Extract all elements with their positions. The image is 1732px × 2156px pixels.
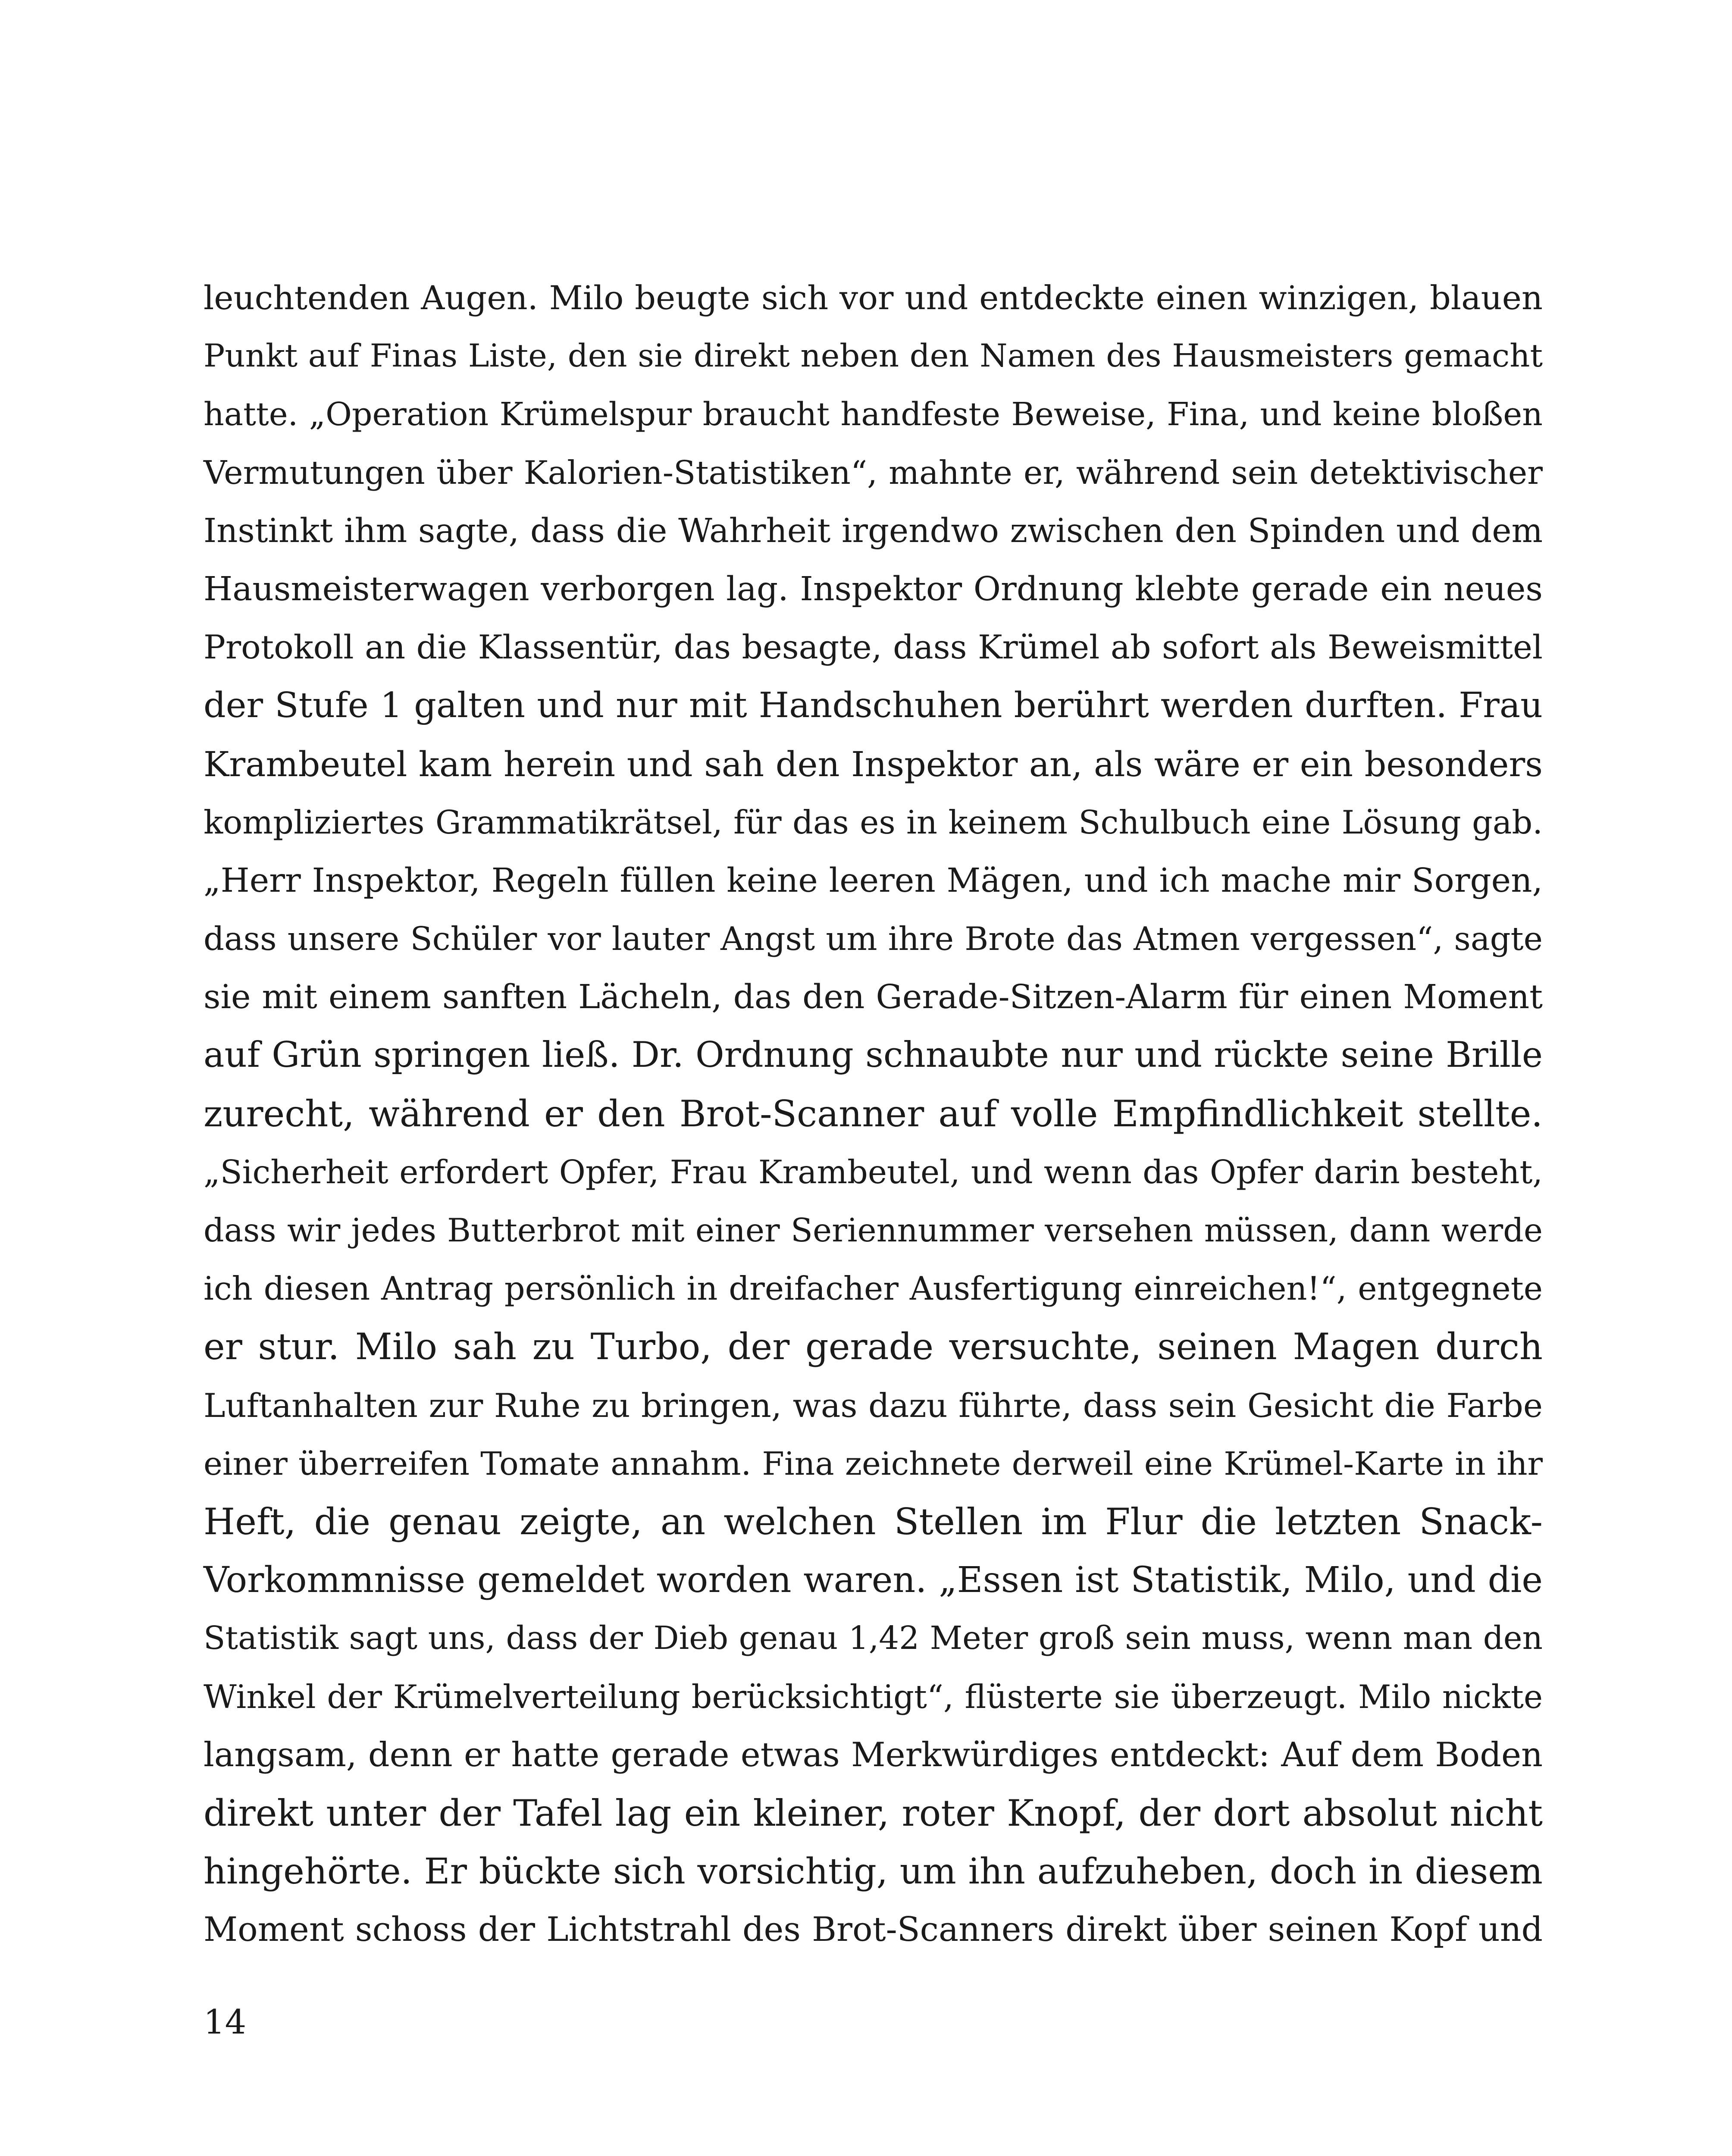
text-line: Hausmeisterwagen verborgen lag. Inspektor Ordnung klebte gerade ein neues [204, 569, 1543, 608]
text-line: Luftanhalten zur Ruhe zu bringen, was dazu führte, dass sein Gesicht die Farbe [204, 1386, 1543, 1425]
text-line: er stur. Milo sah zu Turbo, der gerade versuchte, seinen Magen durch [204, 1326, 1543, 1368]
text-line: Vorkommnisse gemeldet worden waren. „Essen ist Statistik, Milo, und die [204, 1560, 1543, 1601]
text-line: ich diesen Antrag persönlich in dreifacher Ausfertigung einreichen!“, entgegnete [204, 1270, 1543, 1308]
text-line: Protokoll an die Klassentür, das besagte, dass Krümel ab sofort als Beweismittel [204, 628, 1543, 667]
text-line: hingehörte. Er bückte sich vorsichtig, um ihn aufzuheben, doch in diesem [204, 1851, 1543, 1893]
text-line: dass wir jedes Butterbrot mit einer Seriennummer versehen müssen, dann werde [204, 1212, 1543, 1249]
text-line: „Sicherheit erfordert Opfer, Frau Krambeutel, und wenn das Opfer darin besteht, [204, 1153, 1543, 1191]
text-line: der Stufe 1 galten und nur mit Handschuhen berührt werden durften. Frau [204, 685, 1543, 726]
body-text [204, 269, 1543, 1959]
text-line: Statistik sagt uns, dass der Dieb genau 1,42 Meter groß sein muss, wenn man den [204, 1620, 1543, 1657]
page-number: 14 [204, 2003, 247, 2042]
text-line: sie mit einem sanften Lächeln, das den Gerade-Sitzen-Alarm für einen Moment [204, 978, 1543, 1017]
text-line: dass unsere Schüler vor lauter Angst um ihre Brote das Atmen vergessen“, sagte [204, 920, 1543, 958]
text-line: Krambeutel kam herein und sah den Inspektor an, als wäre er ein besonders [204, 744, 1543, 784]
text-line: einer überreifen Tomate annahm. Fina zeichnete derweil eine Krümel-Karte in ihr [204, 1445, 1543, 1482]
text-line: Instinkt ihm sagte, dass die Wahrheit irgendwo zwischen den Spinden und dem [204, 511, 1543, 550]
text-line: Punkt auf Finas Liste, den sie direkt neben den Namen des Hausmeisters gemacht [204, 338, 1543, 375]
text-line: zurecht, während er den Brot-Scanner auf volle Empfindlichkeit stellte. [204, 1092, 1543, 1135]
text-line: hatte. „Operation Krümelspur braucht handfeste Beweise, Fina, und keine bloßen [204, 395, 1543, 433]
text-line: Winkel der Krümelverteilung berücksichtigt“, flüsterte sie überzeugt. Milo nickte [204, 1678, 1543, 1716]
text-line: Heft, die genau zeigte, an welchen Stellen im Flur die letzten Snack- [204, 1500, 1543, 1543]
text-line: kompliziertes Grammatikrätsel, für das es in keinem Schulbuch eine Lösung gab. [204, 803, 1543, 841]
text-line: Vermutungen über Kalorien-Statistiken“, mahnte er, während sein detektivischer [204, 453, 1543, 492]
text-line: auf Grün springen ließ. Dr. Ordnung schnaubte nur und rückte seine Brille [204, 1035, 1543, 1076]
text-line: Moment schoss der Lichtstrahl des Brot-Scanners direkt über seinen Kopf und [204, 1910, 1543, 1949]
text-line: direkt unter der Tafel lag ein kleiner, roter Knopf, der dort absolut nicht [204, 1792, 1543, 1834]
text-line: langsam, denn er hatte gerade etwas Merkwürdiges entdeckt: Auf dem Boden [204, 1735, 1543, 1774]
text-line: leuchtenden Augen. Milo beugte sich vor und entdeckte einen winzigen, blauen [204, 279, 1543, 317]
text-line: „Herr Inspektor, Regeln füllen keine leeren Mägen, und ich mache mir Sorgen, [204, 861, 1543, 900]
